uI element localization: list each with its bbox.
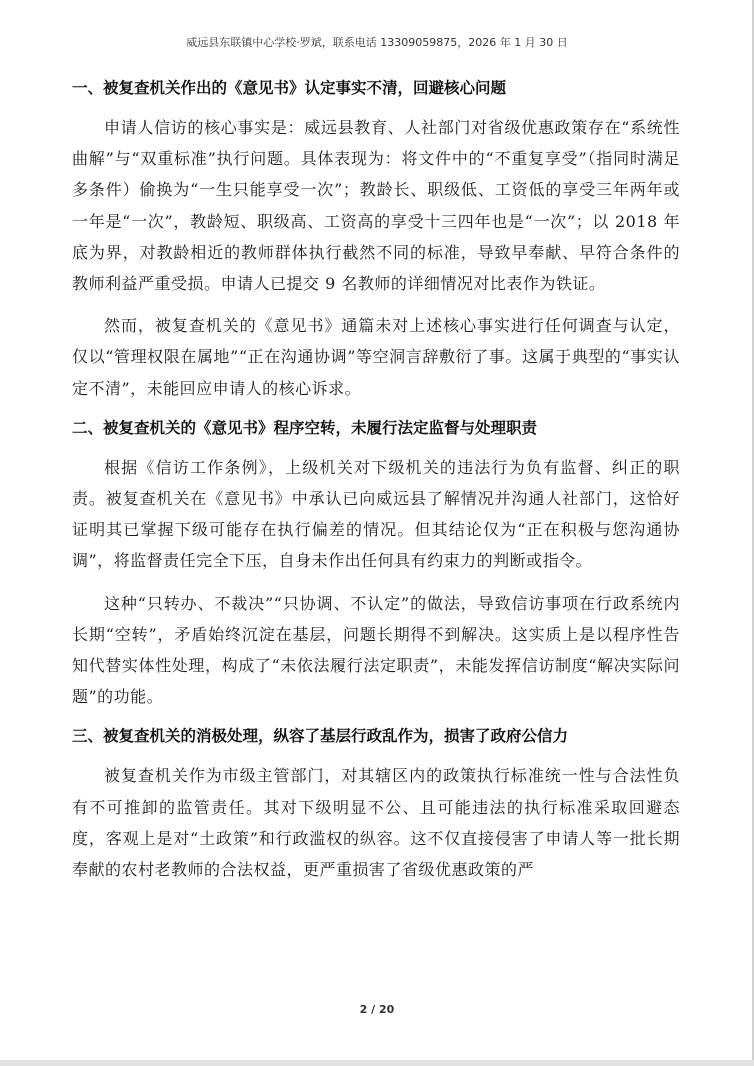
section-2-heading: 二、被复查机关的《意见书》程序空转，未履行法定监督与处理职责 [72, 418, 538, 437]
section-3-paragraph-1: 被复查机关作为市级主管部门，对其辖区内的政策执行标准统一性与合法性负有不可推卸的监管责任。其对下级明显不公、且可能违法的执行标准采取回避态度，客观上是对“土政策”和行政滥权的纵容。这不仅直接侵害了申请人等一批长期奉献的农村老教师的合法权益，更严重损害了省级优惠政策的严 [72, 766, 680, 880]
section-2 [72, 415, 680, 713]
section-1-paragraph-1: 申请人信访的核心事实是：威远县教育、人社部门对省级优惠政策存在“系统性曲解”与“双重标准”执行问题。具体表现为：将文件中的“不重复享受”（指同时满足多条件）偷换为“一生只能享受一次”；教龄长、职级低、工资低的享受三年两年或一年是“一次”，教龄短、职级高、工资高的享受十三四年也是“一次”；以 2018 年底为界，对教龄相近的教师群体执行截然不同的标准，导致早奉献、早符合条件的教师利益严重受损。申请人已提交 9 名教师的详细情况对比表作为铁证。 [72, 118, 680, 294]
page-edge-bottom [0, 1060, 754, 1066]
section-2-paragraph-1: 根据《信访工作条例》，上级机关对下级机关的违法行为负有监督、纠正的职责。被复查机关在《意见书》中承认已向威远县了解情况并沟通人社部门，这恰好证明其已掌握下级可能存在执行偏差的情况。但其结论仅为“正在积极与您沟通协调”，将监督责任完全下压，自身未作出任何具有约束力的判断或指令。 [72, 457, 680, 571]
section-1-paragraph-2: 然而，被复查机关的《意见书》通篇未对上述核心事实进行任何调查与认定，仅以“管理权限在属地”“正在沟通协调”等空洞言辞敷衍了事。这属于典型的“事实认定不清”，未能回应申请人的核心诉求。 [72, 316, 680, 398]
document-body [72, 75, 680, 896]
section-2-paragraph-2: 这种“只转办、不裁决”“只协调、不认定”的做法，导致信访事项在行政系统内长期“空转”，矛盾始终沉淀在基层，问题长期得不到解决。这实质上是以程序性告知代替实体性处理，构成了“未依法履行法定职责”，未能发挥信访制度“解决实际问题”的功能。 [72, 593, 680, 707]
page-header: 威远县东联镇中心学校·罗斌，联系电话 13309059875，2026 年 1 月 30 日 [186, 36, 568, 49]
section-1-heading: 一、被复查机关作出的《意见书》认定事实不清，回避核心问题 [72, 79, 507, 97]
section-3 [72, 723, 680, 885]
section-3-heading: 三、被复查机关的消极处理，纵容了基层行政乱作为，损害了政府公信力 [72, 727, 569, 746]
page-number: 2 / 20 [359, 1003, 395, 1016]
section-1 [72, 75, 680, 404]
